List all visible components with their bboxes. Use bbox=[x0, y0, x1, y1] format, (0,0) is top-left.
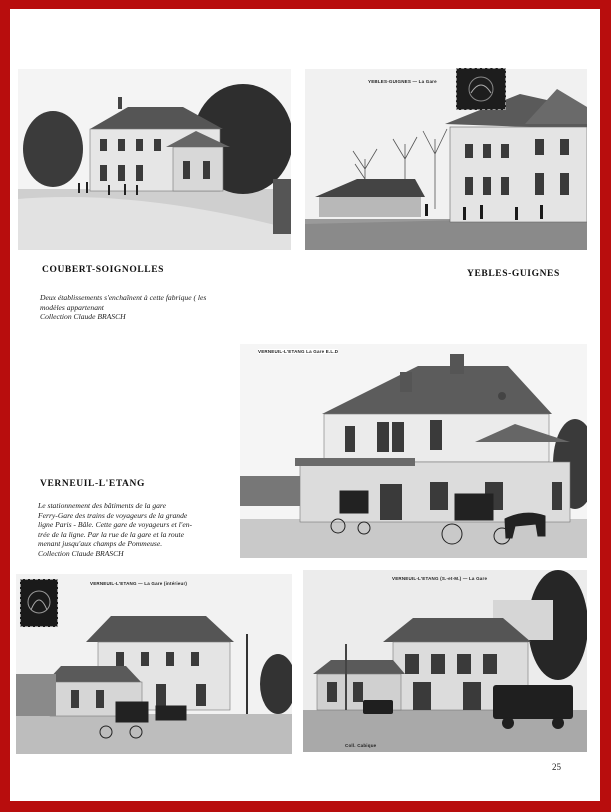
document-page bbox=[10, 9, 600, 801]
caption-verneuil-second: VERNEUIL-L'ETANG — La Gare (intérieur) bbox=[90, 581, 188, 586]
credit-verneuil-sm: Coll. Cabique bbox=[345, 743, 377, 748]
page-number: 25 bbox=[552, 762, 561, 772]
caption-verneuil-gare: VERNEUIL-L'ETANG La Gare E.L.D bbox=[258, 349, 339, 354]
photo-yebles-station bbox=[305, 69, 587, 250]
paragraph-line: trée de la ligne. Par la rue de la gare et la route bbox=[38, 529, 185, 539]
paragraph-line: Collection Claude BRASCH bbox=[38, 548, 124, 558]
heading-yebles: YEBLES-GUIGNES bbox=[467, 269, 560, 279]
paragraph-line: Ferry-Gare des trains de voyageurs de la grande bbox=[38, 510, 188, 520]
paragraph-line: Deux établissements s'enchaînent à cette fabrique ( les bbox=[40, 293, 207, 302]
paragraph-line: modèles appartenant bbox=[40, 302, 104, 312]
caption-yebles: YEBLES-GUIGNES — La Gare bbox=[368, 79, 437, 84]
paragraph-coubert bbox=[40, 293, 206, 322]
photo-verneuil-gare bbox=[240, 344, 587, 558]
paragraph-line: Collection Claude BRASCH bbox=[40, 312, 126, 321]
paragraph-line: Le stationnement des bâtiments de la gare bbox=[38, 501, 166, 510]
heading-coubert: COUBERT-SOIGNOLLES bbox=[42, 265, 165, 275]
caption-verneuil-sm: VERNEUIL-L'ETANG (S.-et-M.) — La Gare bbox=[392, 576, 488, 581]
paragraph-verneuil bbox=[38, 501, 192, 558]
photo-coubert-station bbox=[18, 69, 291, 250]
heading-verneuil: VERNEUIL-L'ETANG bbox=[40, 479, 145, 489]
postage-stamp-yebles bbox=[456, 68, 506, 110]
postage-stamp-verneuil bbox=[20, 579, 58, 627]
paragraph-line: menant jusqu'aux champs de Pommeuse. bbox=[38, 539, 163, 548]
photo-verneuil-sm bbox=[303, 570, 587, 752]
paragraph-line: ligne Paris - Bâle. Cette gare de voyageurs et l'en- bbox=[38, 520, 193, 529]
